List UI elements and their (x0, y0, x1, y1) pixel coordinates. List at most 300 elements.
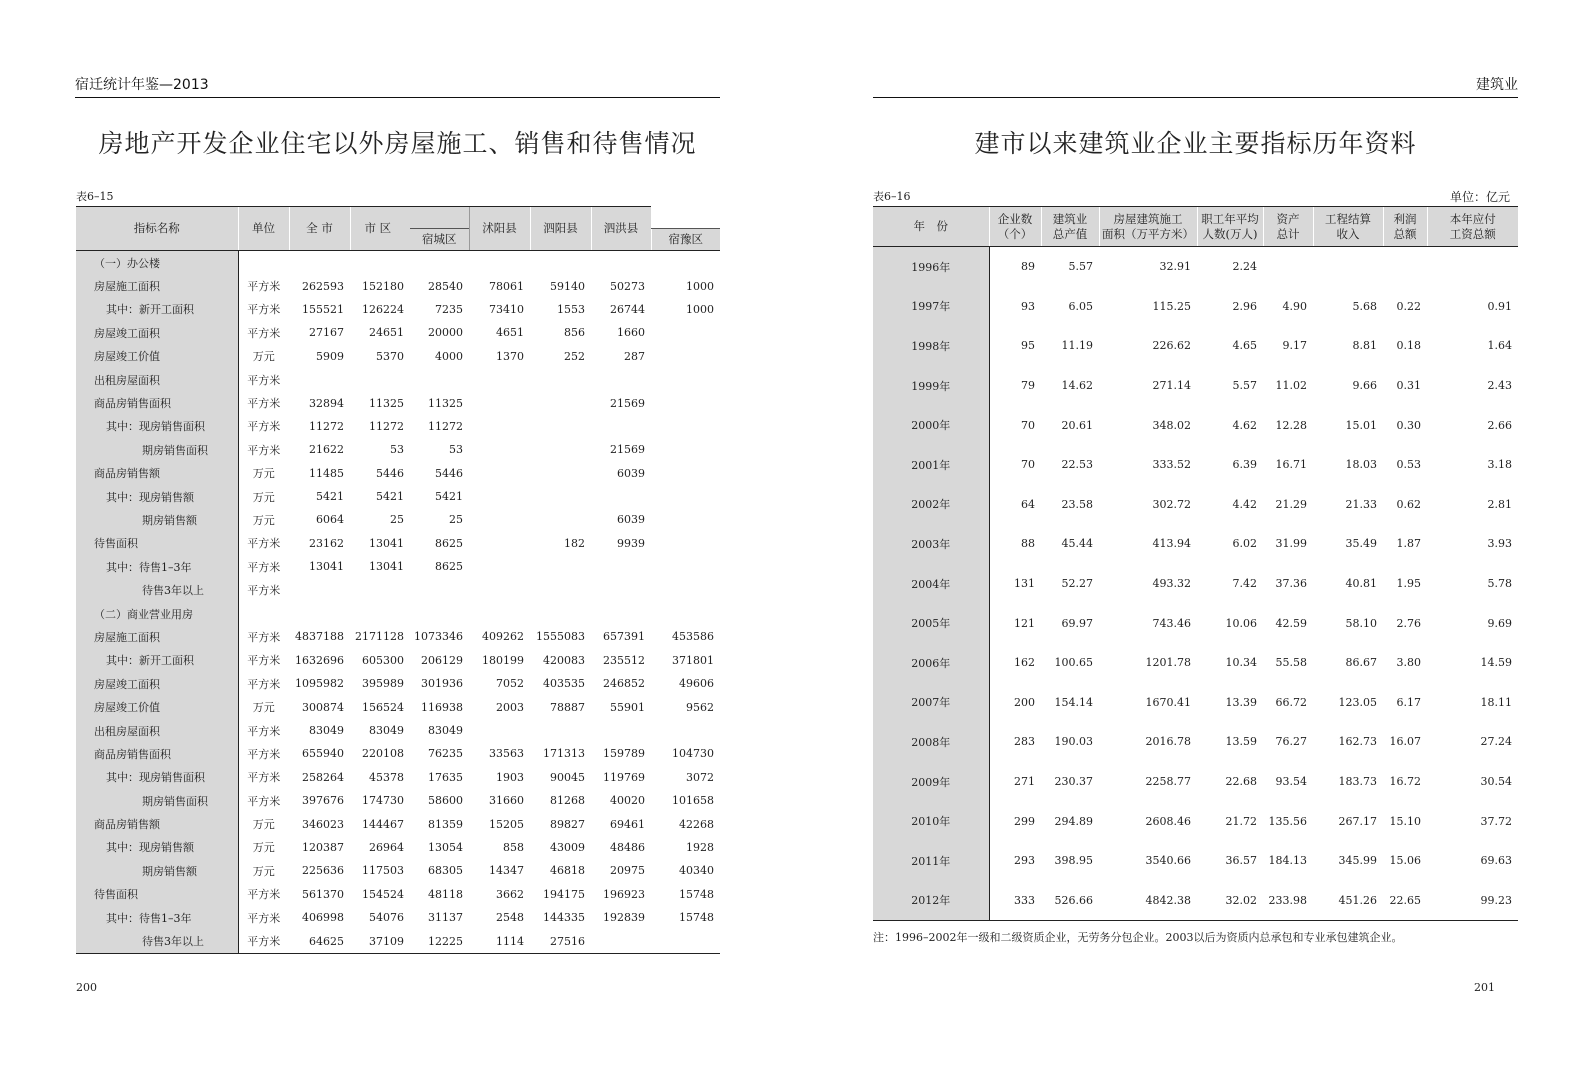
cell-value: 11272 (309, 419, 344, 433)
cell-value: 15748 (679, 887, 714, 901)
cell-value: 333 (989, 881, 1041, 921)
cell-value: 159789 (603, 747, 645, 761)
row-name: 出租房屋面积 (76, 368, 238, 391)
cell-value: 283 (1014, 735, 1035, 749)
cell-value: 526.66 (1041, 881, 1099, 921)
row-year: 2012年 (873, 881, 989, 921)
cell-value: 11272 (369, 419, 404, 433)
cell-value: 69461 (610, 817, 645, 831)
cell-value (530, 578, 591, 601)
cell-value: 196923 (603, 887, 645, 901)
cell-value: 1555083 (536, 630, 585, 644)
cell-value: 36.57 (1225, 854, 1257, 868)
cell-value: 73410 (489, 302, 524, 316)
cell-value (651, 251, 720, 275)
row-name: 出租房屋面积 (76, 719, 238, 742)
cell-value: 9939 (617, 536, 645, 550)
table-row (873, 722, 1518, 762)
cell-value: 1660 (617, 326, 645, 340)
header-line: 资产 (1276, 211, 1300, 226)
cell-value: 14347 (489, 864, 524, 878)
cell-value: 184.13 (1268, 854, 1307, 868)
cell-value: 6039 (617, 513, 645, 527)
cell-value: 93 (1021, 299, 1035, 313)
header-line: 利润 (1393, 211, 1417, 226)
cell-value: 17635 (428, 770, 463, 784)
table-row (76, 602, 720, 625)
cell-value: 16.07 (1389, 735, 1421, 749)
cell-value: 6.39 (1232, 458, 1257, 472)
cell-value: 11.02 (1275, 379, 1307, 393)
cell-value (410, 251, 469, 275)
row-unit (238, 251, 289, 275)
row-name: 商品房销售额 (76, 462, 238, 485)
cell-value: 21622 (309, 443, 344, 457)
cell-value (530, 251, 591, 275)
header-suchen: 宿城区 (410, 229, 469, 251)
cell-value: 11272 (428, 419, 463, 433)
cell-value: 48118 (428, 887, 463, 901)
row-unit: 万元 (252, 350, 275, 364)
right-page (793, 0, 1587, 1077)
cell-value: 31660 (489, 794, 524, 808)
row-year: 2009年 (873, 762, 989, 802)
cell-value (350, 368, 410, 391)
row-unit: 平方米 (247, 677, 281, 691)
cell-value: 32894 (309, 396, 344, 410)
cell-value (289, 251, 350, 275)
table-row (76, 906, 720, 929)
header-line: 年 份 (913, 219, 948, 233)
cell-value: 58600 (428, 794, 463, 808)
cell-value: 9.69 (1487, 616, 1512, 630)
cell-value: 83049 (309, 724, 344, 737)
cell-value: 1670.41 (1145, 695, 1191, 709)
cell-value (469, 251, 530, 275)
cell-value: 180199 (482, 653, 524, 667)
cell-value (591, 368, 651, 391)
cell-value (469, 555, 530, 578)
cell-value (651, 368, 720, 391)
cell-value (591, 485, 651, 508)
cell-value: 345.99 (1338, 854, 1377, 868)
cell-value (651, 602, 720, 625)
cell-value: 135.56 (1268, 814, 1307, 828)
row-year: 2003年 (873, 524, 989, 564)
cell-value: 116938 (421, 700, 463, 714)
row-unit: 平方米 (247, 420, 281, 434)
cell-value: 25 (449, 513, 463, 527)
cell-value: 81359 (428, 817, 463, 831)
cell-value: 397676 (302, 794, 344, 808)
row-year: 2010年 (873, 801, 989, 841)
cell-value: 66.72 (1275, 695, 1307, 709)
cell-value (530, 391, 591, 414)
cell-value: 267.17 (1338, 814, 1377, 828)
cell-value: 657391 (603, 630, 645, 644)
cell-value: 69.97 (1061, 616, 1093, 630)
cell-value: 252 (564, 349, 585, 363)
header-line: 职工年平均 (1201, 211, 1259, 226)
table-row (873, 564, 1518, 604)
cell-value: 20.61 (1061, 418, 1093, 432)
cell-value (591, 578, 651, 601)
cell-value: 100.65 (1054, 656, 1093, 670)
cell-value: 171313 (543, 747, 585, 761)
cell-value: 45.44 (1061, 537, 1093, 551)
cell-value: 174730 (362, 794, 404, 808)
cell-value: 0.18 (1396, 339, 1421, 353)
table-row (873, 485, 1518, 525)
cell-value: 25 (390, 513, 404, 527)
cell-value (651, 438, 720, 461)
cell-value: 13054 (428, 840, 463, 854)
table-row (76, 649, 720, 672)
cell-value: 64 (1021, 497, 1035, 511)
cell-value: 31137 (428, 911, 463, 925)
cell-value: 856 (564, 326, 585, 340)
cell-value: 1.64 (1487, 339, 1512, 353)
cell-value: 64625 (289, 929, 350, 953)
cell-value: 1073346 (414, 630, 463, 644)
cell-value: 7235 (435, 302, 463, 316)
cell-value: 206129 (421, 653, 463, 667)
row-unit: 平方米 (247, 911, 281, 925)
cell-value: 0.53 (1396, 458, 1421, 472)
cell-value: 15.10 (1389, 814, 1421, 828)
row-unit: 万元 (252, 701, 275, 715)
page-number-left: 200 (76, 981, 97, 994)
cell-value: 37.36 (1275, 577, 1307, 591)
cell-value: 4.90 (1282, 299, 1307, 313)
table-6-16-body (873, 247, 1518, 921)
row-unit: 万元 (252, 864, 275, 878)
cell-value: 35.49 (1345, 537, 1377, 551)
row-name: 其中：现房销售面积 (76, 415, 238, 438)
cell-value: 226.62 (1152, 339, 1191, 353)
header-line: 总产值 (1052, 226, 1088, 241)
cell-value: 8625 (435, 560, 463, 574)
row-unit: 平方米 (247, 560, 281, 574)
cell-value: 230.37 (1054, 775, 1093, 789)
cell-value (469, 508, 530, 531)
cell-value: 121 (1014, 616, 1035, 630)
cell-value: 11.19 (1061, 339, 1093, 353)
cell-value: 1000 (686, 302, 714, 316)
cell-value: 302.72 (1152, 497, 1191, 511)
cell-value: 27.24 (1480, 735, 1512, 749)
cell-value (651, 462, 720, 485)
cell-value: 413.94 (1152, 537, 1191, 551)
table-6-16 (873, 206, 1518, 921)
cell-value: 2608.46 (1145, 814, 1191, 828)
cell-value: 26744 (610, 302, 645, 316)
cell-value: 1632696 (295, 653, 344, 667)
cell-value: 27167 (309, 326, 344, 340)
cell-value: 409262 (482, 630, 524, 644)
cell-value: 271.14 (1152, 379, 1191, 393)
running-head-right: 建筑业 (873, 74, 1518, 98)
cell-value: 20000 (428, 326, 463, 340)
cell-value: 104730 (672, 747, 714, 761)
cell-value: 93.54 (1275, 775, 1307, 789)
row-unit: 平方米 (247, 724, 281, 738)
cell-value (651, 719, 720, 742)
cell-value: 5909 (316, 349, 344, 363)
cell-value: 371801 (672, 653, 714, 667)
cell-value: 32.91 (1159, 260, 1191, 274)
cell-value: 3.18 (1487, 458, 1512, 472)
cell-value (651, 415, 720, 438)
table-row (76, 766, 720, 789)
cell-value (651, 532, 720, 555)
row-name: 房屋竣工面积 (76, 672, 238, 695)
cell-value: 2.24 (1232, 260, 1257, 274)
cell-value: 156524 (362, 700, 404, 714)
cell-value: 16.71 (1275, 458, 1307, 472)
row-unit: 平方米 (247, 303, 281, 317)
row-name: 待售面积 (76, 532, 238, 555)
table-number-6-16: 表6–16 (873, 190, 911, 203)
cell-value: 58.10 (1345, 616, 1377, 630)
cell-value: 59140 (550, 279, 585, 293)
cell-value: 655940 (302, 747, 344, 761)
cell-value: 2.66 (1487, 418, 1512, 432)
cell-value (651, 555, 720, 578)
cell-value: 20975 (610, 864, 645, 878)
cell-value (530, 508, 591, 531)
cell-value: 2016.78 (1145, 735, 1191, 749)
row-unit: 平方米 (247, 373, 281, 387)
cell-value: 16.72 (1389, 775, 1421, 789)
cell-value: 28540 (428, 279, 463, 293)
cell-value: 101658 (672, 794, 714, 808)
cell-value: 22.65 (1383, 881, 1427, 921)
cell-value: 6.17 (1396, 695, 1421, 709)
cell-value: 1000 (686, 279, 714, 293)
cell-value: 18.11 (1480, 695, 1512, 709)
row-name: 其中：新开工面积 (76, 649, 238, 672)
cell-value: 4651 (496, 326, 524, 340)
row-year: 2011年 (873, 841, 989, 881)
row-year: 2008年 (873, 722, 989, 762)
cell-value: 7.42 (1232, 577, 1257, 591)
row-year: 2005年 (873, 603, 989, 643)
row-unit: 万元 (252, 841, 275, 855)
row-name: 其中：现房销售面积 (76, 766, 238, 789)
cell-value: 68305 (428, 864, 463, 878)
cell-value: 14.62 (1061, 379, 1093, 393)
cell-value: 21.33 (1345, 497, 1377, 511)
cell-value (289, 368, 350, 391)
cell-value: 5446 (376, 466, 404, 480)
cell-value (350, 251, 410, 275)
row-name: 商品房销售面积 (76, 742, 238, 765)
row-name: （一）办公楼 (76, 251, 238, 275)
cell-value: 235512 (603, 653, 645, 667)
table-row (76, 789, 720, 812)
header-col-3 (1099, 207, 1197, 247)
cell-value: 27516 (530, 929, 591, 953)
cell-value: 5.78 (1487, 577, 1512, 591)
cell-value: 152180 (362, 279, 404, 293)
table-row (873, 762, 1518, 802)
table-row (76, 625, 720, 648)
cell-value (591, 415, 651, 438)
row-name: 房屋竣工价值 (76, 695, 238, 718)
cell-value (530, 462, 591, 485)
row-unit: 平方米 (238, 929, 289, 953)
cell-value: 262593 (302, 279, 344, 293)
row-name: 其中：待售1–3年 (76, 555, 238, 578)
header-col-1 (989, 207, 1041, 247)
cell-value: 81268 (550, 794, 585, 808)
cell-value (651, 508, 720, 531)
cell-value: 190.03 (1054, 735, 1093, 749)
cell-value: 88 (1021, 537, 1035, 551)
cell-value: 15205 (489, 817, 524, 831)
cell-value (651, 929, 720, 953)
header-line: 总计 (1276, 226, 1300, 241)
row-name: 房屋施工面积 (76, 625, 238, 648)
cell-value (651, 485, 720, 508)
cell-value: 4.42 (1232, 497, 1257, 511)
cell-value: 53 (390, 443, 404, 457)
header-name: 指标名称 (76, 207, 238, 251)
header-col-0 (873, 207, 989, 247)
cell-value: 192839 (603, 911, 645, 925)
cell-value: 52.27 (1061, 577, 1093, 591)
cell-value: 144335 (543, 911, 585, 925)
row-name: 待售面积 (76, 883, 238, 906)
cell-value: 22.53 (1061, 458, 1093, 472)
cell-value: 2.96 (1232, 299, 1257, 313)
header-col-7 (1383, 207, 1427, 247)
footnote: 注：1996–2002年一级和二级资质企业，无劳务分包企业。2003以后为资质内总承包和专业承包建筑企业。 (873, 931, 1403, 944)
cell-value: 5.68 (1352, 299, 1377, 313)
cell-value: 83049 (369, 724, 404, 737)
row-unit: 平方米 (247, 794, 281, 808)
table-row (76, 695, 720, 718)
cell-value (469, 719, 530, 742)
cell-value (410, 368, 469, 391)
cell-value (410, 602, 469, 625)
table-row (873, 366, 1518, 406)
cell-value: 1.95 (1396, 577, 1421, 591)
cell-value: 18.03 (1345, 458, 1377, 472)
cell-value: 32.02 (1197, 881, 1263, 921)
row-year: 2004年 (873, 564, 989, 604)
cell-value: 42.59 (1275, 616, 1307, 630)
cell-value (1313, 247, 1383, 287)
cell-value: 5446 (435, 466, 463, 480)
cell-value: 40020 (610, 794, 645, 808)
table-title-6-16: 建市以来建筑业企业主要指标历年资料 (974, 129, 1417, 158)
row-unit: 平方米 (247, 326, 281, 340)
cell-value: 233.98 (1263, 881, 1313, 921)
cell-value: 10.06 (1225, 616, 1257, 630)
row-year: 1996年 (873, 247, 989, 287)
table-row (873, 445, 1518, 485)
cell-value: 12225 (410, 929, 469, 953)
cell-value: 299 (1014, 814, 1035, 828)
row-name: 房屋施工面积 (76, 274, 238, 297)
cell-value: 126224 (362, 302, 404, 316)
row-unit: 平方米 (247, 443, 281, 457)
table-row (873, 603, 1518, 643)
cell-value: 7052 (496, 677, 524, 691)
row-unit: 万元 (252, 513, 275, 527)
cell-value (469, 391, 530, 414)
table-row (76, 719, 720, 742)
cell-value: 55901 (610, 700, 645, 714)
header-col-2 (1041, 207, 1099, 247)
cell-value (651, 321, 720, 344)
cell-value: 15748 (679, 911, 714, 925)
cell-value: 162.73 (1338, 735, 1377, 749)
cell-value: 200 (1014, 695, 1035, 709)
cell-value: 4.65 (1232, 339, 1257, 353)
cell-value: 194175 (543, 887, 585, 901)
running-head-left: 宿迁统计年鉴—2013 (75, 74, 720, 98)
cell-value: 1553 (557, 302, 585, 316)
cell-value (530, 415, 591, 438)
cell-value: 70 (1021, 418, 1035, 432)
cell-value (410, 578, 469, 601)
cell-value: 4842.38 (1099, 881, 1197, 921)
cell-value: 2003 (496, 700, 524, 714)
header-suyu: 宿豫区 (651, 229, 720, 251)
cell-value: 4000 (435, 349, 463, 363)
cell-value: 33563 (489, 747, 524, 761)
table-row (873, 405, 1518, 445)
table-row (76, 368, 720, 391)
cell-value: 22.68 (1225, 775, 1257, 789)
header-line: （个） (997, 226, 1033, 241)
table-row (76, 929, 720, 953)
cell-value: 50273 (610, 279, 645, 293)
cell-value: 5.57 (1068, 260, 1093, 274)
cell-value: 300874 (302, 700, 344, 714)
row-unit: 平方米 (247, 280, 281, 294)
row-unit: 平方米 (247, 397, 281, 411)
cell-value: 301936 (421, 677, 463, 691)
cell-value (651, 578, 720, 601)
header-line: 人数(万人) (1202, 226, 1258, 241)
cell-value: 15.01 (1345, 418, 1377, 432)
cell-value (530, 438, 591, 461)
cell-value: 398.95 (1054, 854, 1093, 868)
cell-value (350, 578, 410, 601)
row-unit: 平方米 (247, 888, 281, 902)
cell-value: 21569 (610, 396, 645, 410)
cell-value: 123.05 (1338, 695, 1377, 709)
cell-value: 3.93 (1487, 537, 1512, 551)
cell-value: 1370 (496, 349, 524, 363)
cell-value: 55.58 (1275, 656, 1307, 670)
cell-value: 120387 (302, 840, 344, 854)
cell-value: 13041 (309, 560, 344, 574)
row-unit (238, 602, 289, 625)
cell-value: 31.99 (1275, 537, 1307, 551)
cell-value: 605300 (362, 653, 404, 667)
row-name: 房屋竣工价值 (76, 345, 238, 368)
page-number-right: 201 (1474, 981, 1495, 994)
cell-value: 95 (1021, 339, 1035, 353)
header-line: 总额 (1393, 226, 1417, 241)
cell-value: 5370 (376, 349, 404, 363)
table-row (873, 326, 1518, 366)
